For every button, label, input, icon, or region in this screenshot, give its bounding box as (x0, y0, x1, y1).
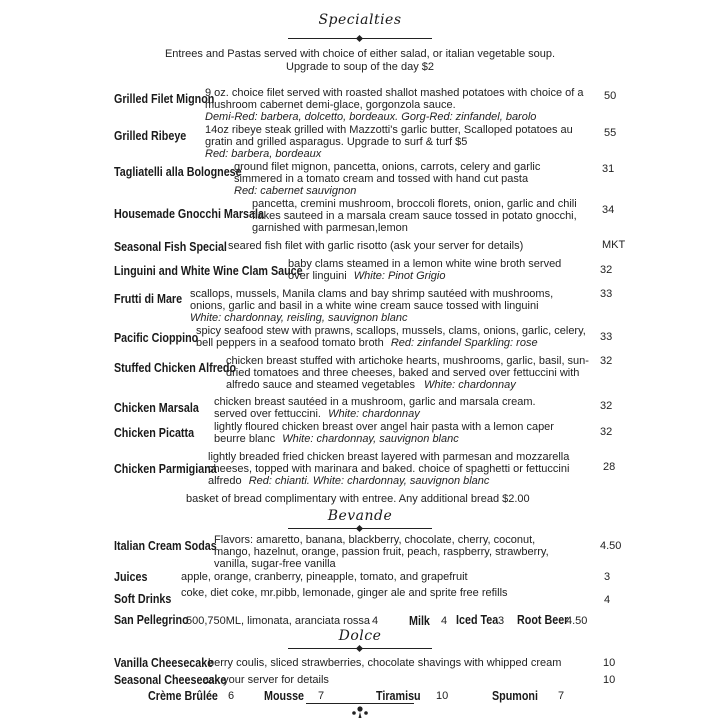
menu-item-name: Seasonal Fish Special (114, 240, 227, 254)
wine-pairing: Red: barbera, bordeaux (205, 148, 322, 160)
menu-item-name: Soft Drinks (114, 592, 172, 606)
menu-item-price: 4 (441, 615, 448, 627)
menu-item-price: 4.50 (566, 615, 588, 627)
menu-item-price: 34 (602, 204, 615, 216)
menu-item-price: 4 (604, 594, 611, 606)
menu-item-price: 3 (604, 571, 611, 583)
menu-item-name: Chicken Picatta (114, 426, 195, 440)
menu-item-price: 32 (600, 355, 613, 367)
menu-item-price: 32 (600, 264, 613, 276)
menu-item-price: 55 (604, 127, 617, 139)
wine-pairing: Demi-Red: barbera, dolcetto, bordeaux. Gorg-Red: zinfandel, barolo (205, 111, 537, 123)
menu-item-name: Grilled Filet Mignon (114, 92, 215, 106)
menu-item-name: Italian Cream Sodas (114, 539, 217, 553)
menu-item-price: 32 (600, 400, 613, 412)
menu-item-price: 10 (603, 657, 616, 669)
menu-item-price: 33 (600, 288, 613, 300)
description-text: 9 oz. choice filet served with roasted shallot mashed potatoes with choice of a mushroom cabernet demi-glace, gorgonzola sauce. (205, 87, 584, 111)
description-text: lightly floured chicken breast over angel hair pasta with a lemon caper beurre blanc (214, 421, 554, 445)
divider-ornament (356, 35, 363, 42)
menu-item-name: Chicken Parmigiana (114, 462, 217, 476)
wine-pairing: White: chardonnay, sauvignon blanc (282, 433, 459, 445)
intro-line-2: Upgrade to soup of the day $2 (286, 61, 434, 73)
menu-item-price: 7 (318, 690, 325, 702)
menu-item-name: Housemade Gnocchi Marsala (114, 207, 264, 221)
menu-item-name: Juices (114, 570, 148, 584)
menu-item-description (252, 198, 584, 234)
menu-item-price: 10 (436, 690, 449, 702)
menu-item-description: apple, orange, cranberry, pineapple, tomato, and grapefruit (181, 571, 468, 583)
description-text: baby clams steamed in a lemon white wine broth served over linguini (288, 258, 562, 282)
menu-item-name: Seasonal Cheesecake (114, 673, 227, 687)
menu-item-price: 4.50 (600, 540, 622, 552)
menu-item-name: Frutti di Mare (114, 292, 183, 306)
menu-item-price: 3 (498, 615, 505, 627)
menu-item-description (190, 288, 578, 324)
menu-item-description (226, 355, 598, 391)
specialties-intro (0, 48, 720, 74)
wine-pairing: Red: zinfandel Sparkling: rose (390, 337, 538, 349)
description-text: lightly breaded fried chicken breast layered with parmesan and mozzarella cheeses, topped with marinara and baked. choice of spaghetti or fettuccini alfredo (208, 451, 570, 487)
wine-pairing: White: Pinot Grigio (353, 270, 446, 282)
description-text: spicy seafood stew with prawns, scallops, mussels, clams, onions, garlic, celery, bell peppers in a seafood tomato broth (196, 325, 586, 349)
menu-item-description: coke, diet coke, mr.pibb, lemonade, ginger ale and sprite free refills (181, 587, 508, 599)
menu-item-description (208, 451, 600, 487)
menu-item-name: Vanilla Cheesecake (114, 656, 214, 670)
menu-item-price: 28 (603, 461, 616, 473)
menu-item-name: Mousse (264, 689, 305, 703)
menu-item-description: ask your server for details (203, 674, 329, 686)
menu-item-name: Tagliatelli alla Bolognese (114, 165, 242, 179)
intro-line-1: Entrees and Pastas served with choice of either salad, or italian vegetable soup. (164, 48, 556, 60)
menu-item-description (196, 325, 588, 349)
dolce-title: Dolce (338, 628, 382, 644)
wine-pairing: White: chardonnay, reisling, sauvignon blanc (190, 312, 408, 324)
menu-item-name: Stuffed Chicken Alfredo (114, 361, 237, 375)
menu-item-description: 500,750ML, limonata, aranciata rossa (186, 615, 371, 627)
menu-item-price: 6 (228, 690, 235, 702)
menu-item-description: Flavors: amaretto, banana, blackberry, chocolate, cherry, coconut, mango, hazelnut, orange, passion fruit, peach, raspberry, strawberry, vanilla, sugar-free vanilla (214, 534, 549, 570)
menu-item-description: berry coulis, sliced strawberries, chocolate shavings with whipped cream (208, 657, 562, 669)
description-text: chicken breast stuffed with artichoke hearts, mushrooms, garlic, basil, sun-dried tomatoes and three cheeses, baked and served over fettuccini with alfredo sauce and steamed vegetables (226, 355, 589, 391)
menu-item-name: San Pellegrino (114, 613, 189, 627)
wine-pairing: Red: chianti. White: chardonnay, sauvignon blanc (248, 475, 490, 487)
menu-item-name: Milk (409, 614, 430, 628)
menu-item-name: Tiramisu (376, 689, 421, 703)
menu-item-price: 33 (600, 331, 613, 343)
menu-item-name: Root Beer (517, 613, 569, 627)
divider-ornament (356, 645, 363, 652)
menu-item-price: 10 (603, 674, 616, 686)
description-text: seared fish filet with garlic risotto (ask your server for details) (228, 240, 524, 252)
menu-item-name: Grilled Ribeye (114, 129, 187, 143)
description-text: ground filet mignon, pancetta, onions, carrots, celery and garlic simmered in a tomato cream and tossed with hand cut pasta (234, 161, 541, 185)
menu-item-price: 4 (372, 615, 379, 627)
divider-ornament (356, 525, 363, 532)
menu-item-description (288, 258, 578, 282)
menu-item-description (214, 421, 558, 445)
description-text: pancetta, cremini mushroom, broccoli florets, onion, garlic and chili flakes sauteed in a marsala cream sauce tossed in potato gnocchi, garnished with parmesan,lemon (252, 198, 577, 234)
wine-pairing: White: chardonnay (424, 379, 516, 391)
menu-item-price: MKT (602, 239, 626, 251)
menu-item-price: 32 (600, 426, 613, 438)
menu-item-description (205, 87, 597, 123)
menu-item-name: Crème Brûlée (148, 689, 218, 703)
bevande-title: Bevande (327, 508, 393, 524)
menu-item-description (234, 161, 580, 197)
bread-note: basket of bread complimentary with entree. Any additional bread $2.00 (186, 493, 530, 505)
menu-item-name: Linguini and White Wine Clam Sauce (114, 264, 303, 278)
menu-item-price: 50 (604, 90, 617, 102)
menu-item-price: 31 (602, 163, 615, 175)
description-text: scallops, mussels, Manila clams and bay shrimp sautéed with mushrooms, onions, garlic and basil in a white wine cream sauce tossed with linguini (190, 288, 554, 312)
menu-item-name: Iced Tea (456, 613, 499, 627)
menu-item-description (214, 396, 550, 420)
menu-item-price: 7 (558, 690, 565, 702)
wine-pairing: Red: cabernet sauvignon (234, 185, 357, 197)
fleuron-ornament (345, 703, 375, 719)
description-text: chicken breast sautéed in a mushroom, garlic and marsala cream. served over fettuccini. (214, 396, 536, 420)
description-text: 14oz ribeye steak grilled with Mazzotti's garlic butter, Scalloped potatoes au gratin and grilled asparagus. Upgrade to surf & turf $5 (205, 124, 573, 148)
menu-item-name: Pacific Cioppino (114, 331, 199, 345)
wine-pairing: White: chardonnay (328, 408, 420, 420)
menu-item-description (228, 240, 588, 252)
specialties-title: Specialties (318, 12, 402, 28)
menu-item-name: Chicken Marsala (114, 401, 199, 415)
menu-item-name: Spumoni (492, 689, 538, 703)
menu-item-description (205, 124, 585, 160)
